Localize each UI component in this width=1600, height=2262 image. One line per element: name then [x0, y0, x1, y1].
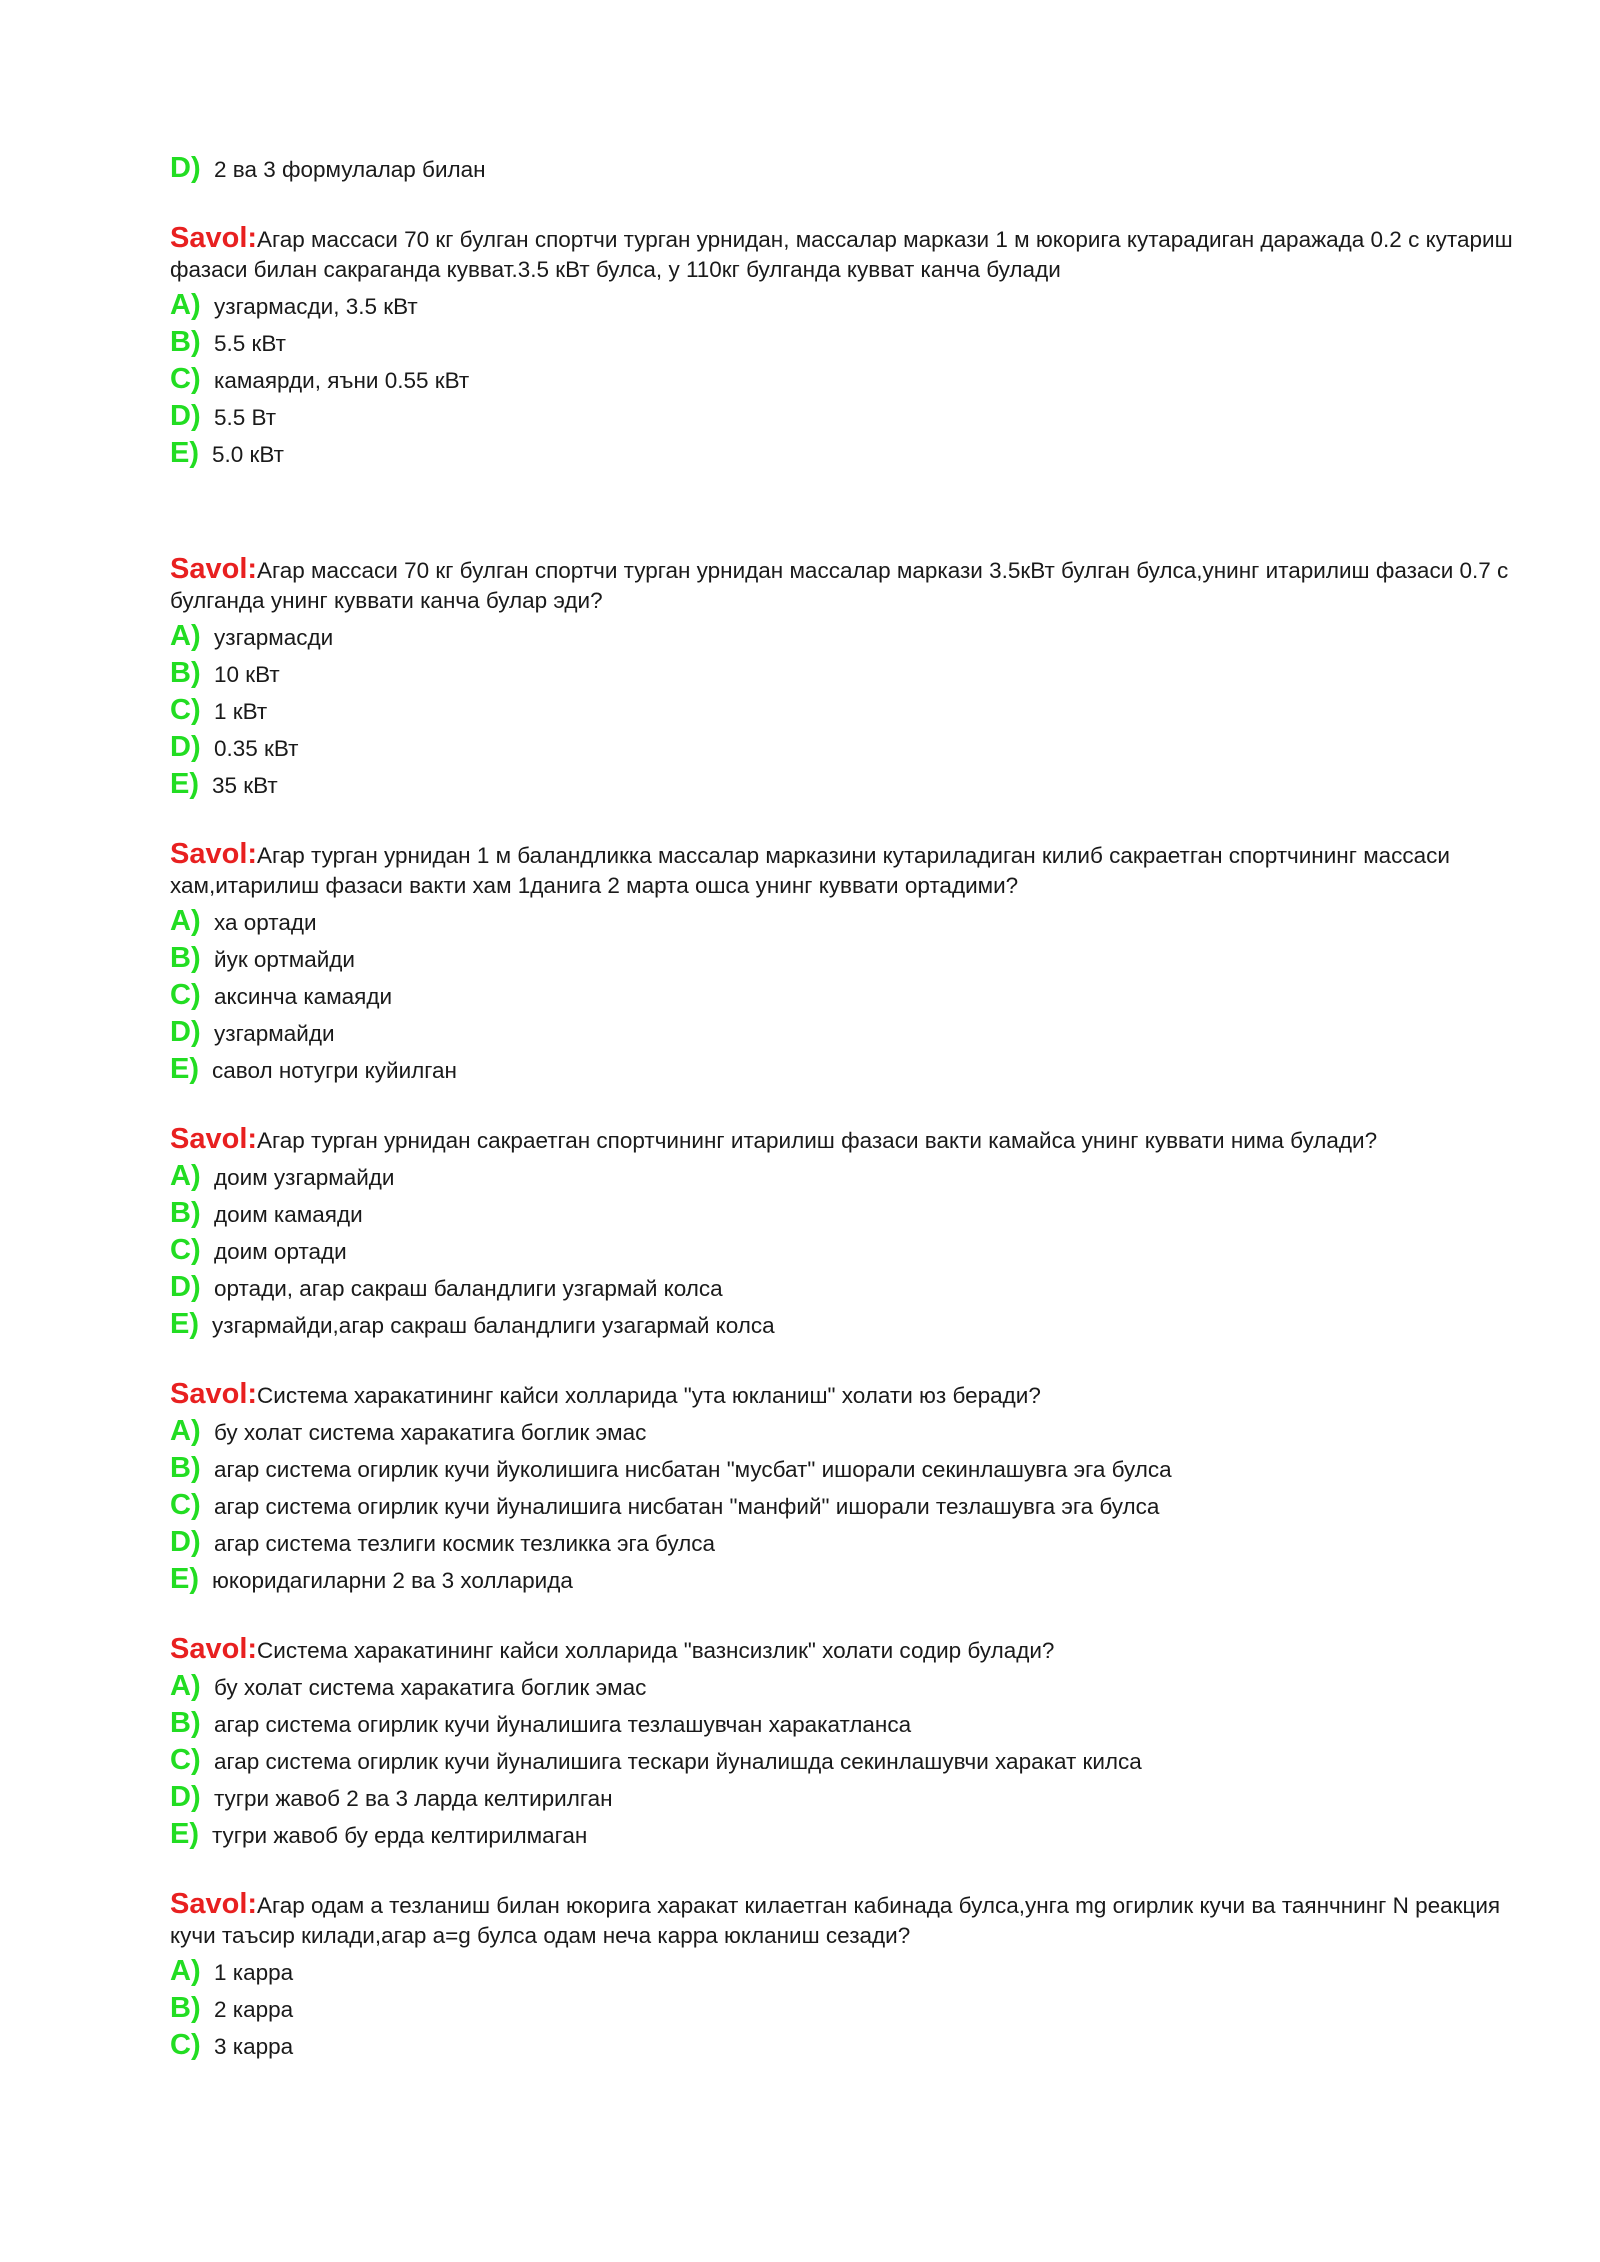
option-letter: D) — [170, 731, 201, 763]
question — [170, 1379, 1530, 1411]
question-text: Агар одам а тезланиш билан юкорига харакат килаетган кабинада булса,унга mg огирлик кучи ва таянчнинг N реакция кучи таъсир килади,агар а=g булса одам неча карра юкланиш сезади? — [170, 1893, 1501, 1948]
option-text: доим камаяди — [214, 1202, 363, 1227]
savol-label: Savol: — [170, 1633, 258, 1665]
option-letter: C) — [170, 1489, 201, 1521]
option-a — [170, 903, 1530, 940]
option-b — [170, 1195, 1530, 1232]
option-text: 10 кВт — [214, 662, 280, 687]
option-text: 1 кВт — [214, 699, 268, 724]
option-b — [170, 1990, 1530, 2027]
option-letter: A) — [170, 1955, 201, 1987]
option-c — [170, 692, 1530, 729]
option-letter: A) — [170, 1415, 201, 1447]
savol-label: Savol: — [170, 553, 258, 585]
option-letter: C) — [170, 2029, 201, 2061]
option-text: тугри жавоб бу ерда келтирилмаган — [212, 1823, 588, 1848]
question-block — [170, 839, 1530, 1088]
option-letter: B) — [170, 1707, 201, 1739]
question-text: Система харакатининг кайси холларида "ута юкланиш" холати юз беради? — [257, 1383, 1041, 1408]
option-text: узгармасди, 3.5 кВт — [214, 294, 418, 319]
option-d — [170, 1779, 1530, 1816]
option-text: доим узгармайди — [214, 1165, 395, 1190]
option-text: узгармайди — [214, 1021, 335, 1046]
option-letter: C) — [170, 979, 201, 1011]
question — [170, 1634, 1530, 1666]
option-text: ха ортади — [214, 910, 317, 935]
savol-label: Savol: — [170, 1888, 258, 1920]
option-d — [170, 1524, 1530, 1561]
option-c — [170, 1487, 1530, 1524]
option-letter: A) — [170, 1670, 201, 1702]
question-text: Агар турган урнидан 1 м баландликка массалар марказини кутариладиган килиб сакраетган спортчининг массаси хам,итарилиш фазаси вакти хам 1данига 2 марта ошса унинг куввати ортадими? — [170, 843, 1451, 898]
option-a — [170, 1668, 1530, 1705]
option-text: агар система огирлик кучи йуколишига нисбатан "мусбат" ишорали секинлашувга эга булса — [214, 1457, 1172, 1482]
question-text: Система харакатининг кайси холларида "вазнсизлик" холати содир булади? — [257, 1638, 1055, 1663]
option-text: аксинча камаяди — [214, 984, 393, 1009]
option-d — [170, 398, 1530, 435]
option-b — [170, 324, 1530, 361]
option-letter: A) — [170, 289, 201, 321]
question-text: Агар турган урнидан сакраетган спортчининг итарилиш фазаси вакти камайса унинг куввати нима булади? — [257, 1128, 1378, 1153]
option-letter: B) — [170, 1452, 201, 1484]
option-a — [170, 1158, 1530, 1195]
option-text: 5.0 кВт — [212, 442, 284, 467]
option-a — [170, 287, 1530, 324]
option-letter: E) — [170, 1563, 199, 1595]
option-e — [170, 1306, 1530, 1343]
option-letter: D) — [170, 152, 201, 184]
question-block — [170, 1634, 1530, 1853]
option-letter: B) — [170, 326, 201, 358]
option-letter: D) — [170, 400, 201, 432]
question — [170, 1124, 1530, 1156]
option-text: 5.5 кВт — [214, 331, 286, 356]
option-text: йук ортмайди — [214, 947, 355, 972]
option-text: агар система огирлик кучи йуналишига тезлашувчан харакатланса — [214, 1712, 912, 1737]
option-text: савол нотугри куйилган — [212, 1058, 457, 1083]
option-d — [170, 1014, 1530, 1051]
option-text: 1 карра — [214, 1960, 294, 1985]
question-block — [170, 1889, 1530, 2064]
option-text: 5.5 Вт — [214, 405, 277, 430]
question — [170, 1889, 1530, 1951]
question-block — [170, 1124, 1530, 1343]
option-letter: E) — [170, 1818, 199, 1850]
option-letter: E) — [170, 768, 199, 800]
option-letter: B) — [170, 1197, 201, 1229]
option-prev-d — [170, 150, 1530, 187]
option-letter: D) — [170, 1016, 201, 1048]
option-e — [170, 435, 1530, 472]
option-letter: E) — [170, 1053, 199, 1085]
question — [170, 223, 1530, 285]
option-b — [170, 940, 1530, 977]
savol-label: Savol: — [170, 222, 258, 254]
option-e — [170, 1051, 1530, 1088]
option-c — [170, 1742, 1530, 1779]
option-e — [170, 766, 1530, 803]
option-letter: B) — [170, 1992, 201, 2024]
option-letter: E) — [170, 437, 199, 469]
option-text: агар система огирлик кучи йуналишига тескари йуналишда секинлашувчи харакат килса — [214, 1749, 1142, 1774]
option-a — [170, 618, 1530, 655]
option-letter: D) — [170, 1781, 201, 1813]
option-text: юкоридагиларни 2 ва 3 холларида — [212, 1568, 573, 1593]
option-text: 2 ва 3 формулалар билан — [214, 157, 486, 182]
question-block — [170, 223, 1530, 472]
option-text: 2 карра — [214, 1997, 294, 2022]
savol-label: Savol: — [170, 1123, 258, 1155]
question-block — [170, 554, 1530, 803]
savol-label: Savol: — [170, 1378, 258, 1410]
option-text: агар система тезлиги космик тезликка эга булса — [214, 1531, 715, 1556]
option-text: агар система огирлик кучи йуналишига нисбатан "манфий" ишорали тезлашувга эга булса — [214, 1494, 1160, 1519]
option-text: 35 кВт — [212, 773, 278, 798]
option-text: доим ортади — [214, 1239, 347, 1264]
option-c — [170, 1232, 1530, 1269]
option-letter: C) — [170, 694, 201, 726]
option-text: камаярди, яъни 0.55 кВт — [214, 368, 470, 393]
option-b — [170, 1450, 1530, 1487]
option-letter: D) — [170, 1526, 201, 1558]
option-e — [170, 1816, 1530, 1853]
option-b — [170, 655, 1530, 692]
question-text: Агар массаси 70 кг булган спортчи турган урнидан массалар маркази 3.5кВт булган булса,унинг итарилиш фазаси 0.7 с булганда унинг куввати канча булар эди? — [170, 558, 1509, 613]
option-letter: E) — [170, 1308, 199, 1340]
question-block — [170, 1379, 1530, 1598]
option-letter: A) — [170, 620, 201, 652]
option-e — [170, 1561, 1530, 1598]
savol-label: Savol: — [170, 838, 258, 870]
option-a — [170, 1953, 1530, 1990]
option-letter: C) — [170, 1234, 201, 1266]
option-c — [170, 361, 1530, 398]
question-text: Агар массаси 70 кг булган спортчи турган урнидан, массалар маркази 1 м юкорига кутарадиган даражада 0.2 с кутариш фазаси билан сакраганда кувват.3.5 кВт булса, у 110кг булганда кувват канча булади — [170, 227, 1513, 282]
option-letter: D) — [170, 1271, 201, 1303]
option-d — [170, 729, 1530, 766]
option-letter: A) — [170, 1160, 201, 1192]
option-text: узгармасди — [214, 625, 334, 650]
question — [170, 839, 1530, 901]
option-letter: B) — [170, 657, 201, 689]
option-text: 0.35 кВт — [214, 736, 299, 761]
option-a — [170, 1413, 1530, 1450]
option-b — [170, 1705, 1530, 1742]
option-text: 3 карра — [214, 2034, 294, 2059]
question — [170, 554, 1530, 616]
option-letter: C) — [170, 363, 201, 395]
option-text: бу холат система харакатига боглик эмас — [214, 1675, 647, 1700]
option-text: узгармайди,агар сакраш баландлиги узагармай колса — [212, 1313, 775, 1338]
option-letter: B) — [170, 942, 201, 974]
option-text: бу холат система харакатига боглик эмас — [214, 1420, 647, 1445]
option-d — [170, 1269, 1530, 1306]
option-text: тугри жавоб 2 ва 3 ларда келтирилган — [214, 1786, 613, 1811]
option-c — [170, 977, 1530, 1014]
document-page — [170, 150, 1530, 2064]
option-letter: C) — [170, 1744, 201, 1776]
option-c — [170, 2027, 1530, 2064]
option-letter: A) — [170, 905, 201, 937]
option-text: ортади, агар сакраш баландлиги узгармай колса — [214, 1276, 723, 1301]
